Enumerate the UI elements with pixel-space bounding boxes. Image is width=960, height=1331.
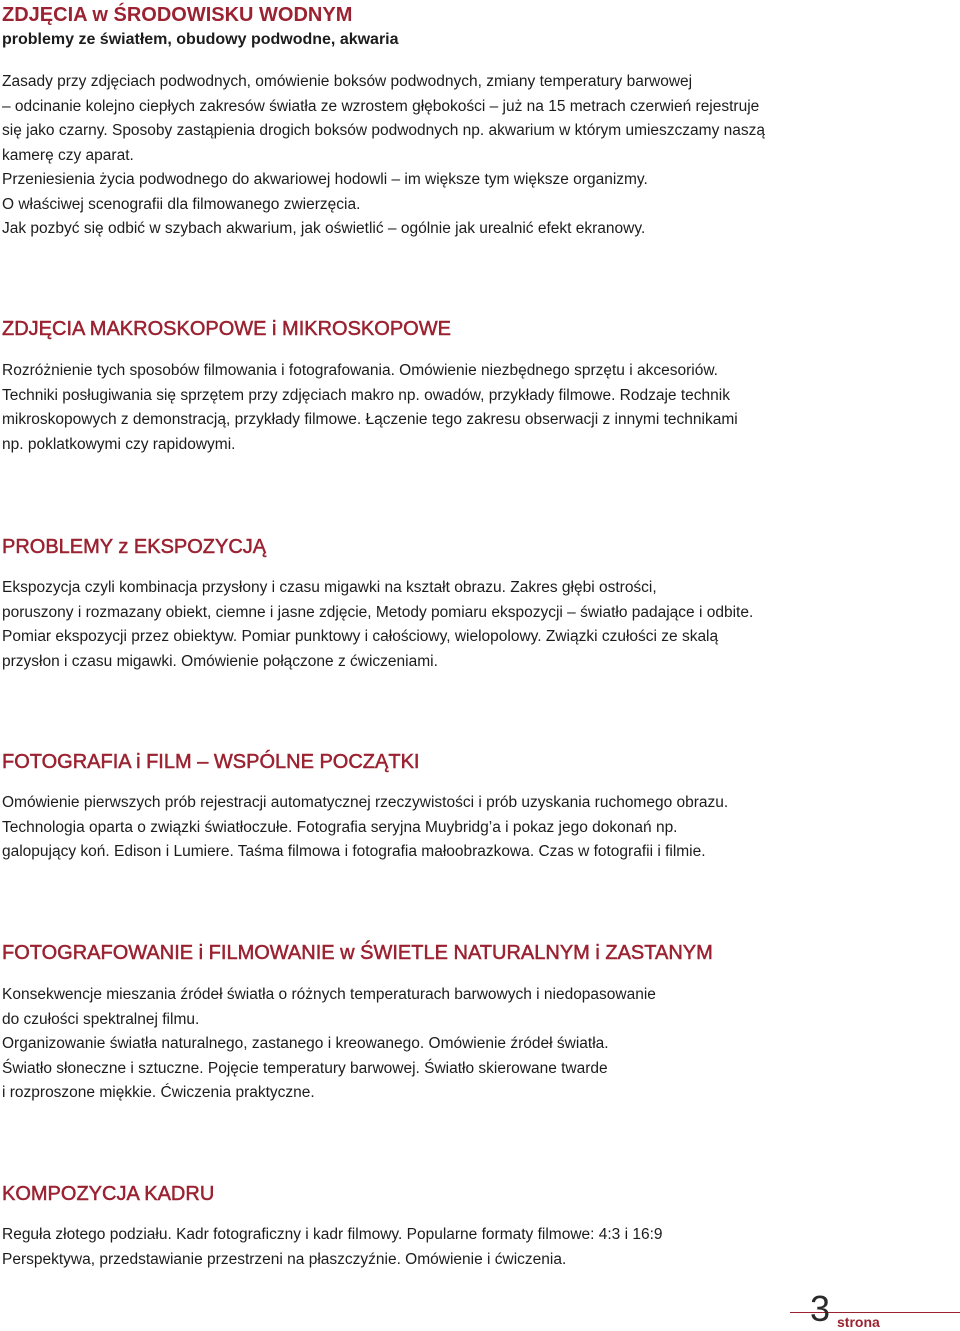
- section-underwater: [2, 2, 942, 242]
- section-exposure: [2, 534, 942, 674]
- section-macro-micro: [2, 316, 942, 457]
- body-line: np. poklatkowymi czy rapidowymi.: [2, 435, 236, 453]
- body-line: przysłon i czasu migawki. Omówienie połączone z ćwiczeniami.: [2, 652, 438, 670]
- body-line: do czułości spektralnej filmu.: [2, 1010, 200, 1028]
- body-line: kamerę czy aparat.: [2, 146, 134, 164]
- body-line: Ekspozycja czyli kombinacja przysłony i czasu migawki na kształt obrazu. Zakres głębi ostrości,: [2, 579, 657, 596]
- body-line: Pomiar ekspozycji przez obiektyw. Pomiar punktowy i całościowy, wielopolowy. Związki czułości ze skalą: [2, 628, 719, 645]
- section-body: [2, 1223, 942, 1272]
- body-line: Rozróżnienie tych sposobów filmowania i fotografowania. Omówienie niezbędnego sprzętu i akcesoriów.: [2, 362, 718, 379]
- body-line: mikroskopowych z demonstracją, przykłady filmowe. Łączenie tego zakresu obserwacji z innymi technikami: [2, 411, 738, 428]
- section-natural-light: [2, 940, 942, 1106]
- section-composition: [2, 1181, 942, 1272]
- body-line: i rozproszone miękkie. Ćwiczenia praktyczne.: [2, 1084, 315, 1101]
- body-line: Technologia oparta o związki światłoczułe. Fotografia seryjna Muybridg’a i pokaz jego dokonań np.: [2, 818, 678, 836]
- section-title: ZDJĘCIA w ŚRODOWISKU WODNYM: [2, 4, 353, 26]
- body-line: Perspektywa, przedstawianie przestrzeni na płaszczyźnie. Omówienie i ćwiczenia.: [2, 1250, 567, 1268]
- section-photo-film-beginnings: [2, 749, 942, 865]
- body-line: Reguła złotego podziału. Kadr fotograficzny i kadr filmowy. Popularne formaty filmowe: 4:3 i 16:9: [2, 1226, 663, 1243]
- body-line: O właściwej scenografii dla filmowanego zwierzęcia.: [2, 195, 361, 213]
- section-body: [2, 791, 942, 865]
- body-line: Konsekwencje mieszania źródeł światła o różnych temperaturach barwowych i niedopasowanie: [2, 986, 656, 1003]
- body-line: – odcinanie kolejno ciepłych zakresów światła ze wzrostem głębokości – już na 15 metrach czerwień rejestruje: [2, 97, 760, 115]
- body-line: poruszony i rozmazany obiekt, ciemne i jasne zdjęcie, Metody pomiaru ekspozycji – światło padające i odbite.: [2, 603, 754, 621]
- section-subtitle: problemy ze światłem, obudowy podwodne, akwaria: [2, 31, 399, 48]
- page-number: 3: [810, 1288, 831, 1329]
- body-line: Zasady przy zdjęciach podwodnych, omówienie boksów podwodnych, zmiany temperatury barwowej: [2, 73, 693, 90]
- section-body: [2, 70, 942, 242]
- body-line: Przeniesienia życia podwodnego do akwariowej hodowli – im większe tym większe organizmy.: [2, 171, 648, 188]
- section-title: KOMPOZYCJA KADRU: [2, 1183, 215, 1205]
- section-title: ZDJĘCIA MAKROSKOPOWE i MIKROSKOPOWE: [2, 318, 451, 340]
- page-label: strona: [837, 1314, 880, 1330]
- section-body: [2, 983, 942, 1106]
- body-line: Omówienie pierwszych prób rejestracji automatycznej rzeczywistości i prób uzyskania ruchomego obrazu.: [2, 794, 729, 811]
- section-title: FOTOGRAFOWANIE i FILMOWANIE w ŚWIETLE NATURALNYM i ZASTANYM: [2, 942, 713, 964]
- body-line: Organizowanie światła naturalnego, zastanego i kreowanego. Omówienie źródeł światła.: [2, 1035, 609, 1052]
- body-line: się jako czarny. Sposoby zastąpienia drogich boksów podwodnych np. akwarium w którym umieszczamy naszą: [2, 122, 766, 139]
- body-line: Jak pozbyć się odbić w szybach akwarium, jak oświetlić – ogólnie jak urealnić efekt ekranowy.: [2, 220, 646, 237]
- body-line: Techniki posługiwania się sprzętem przy zdjęciach makro np. owadów, przykłady filmowe. Rodzaje technik: [2, 386, 730, 404]
- body-line: galopujący koń. Edison i Lumiere. Taśma filmowa i fotografia małoobrazkowa. Czas w fotografii i filmie.: [2, 843, 706, 860]
- body-line: Światło słoneczne i sztuczne. Pojęcie temperatury barwowej. Światło skierowane twarde: [2, 1059, 608, 1077]
- section-title: PROBLEMY z EKSPOZYCJĄ: [2, 536, 267, 558]
- section-body: [2, 576, 942, 674]
- page-footer: [790, 1288, 960, 1331]
- section-title: FOTOGRAFIA i FILM – WSPÓLNE POCZĄTKI: [2, 751, 420, 773]
- section-body: [2, 359, 942, 457]
